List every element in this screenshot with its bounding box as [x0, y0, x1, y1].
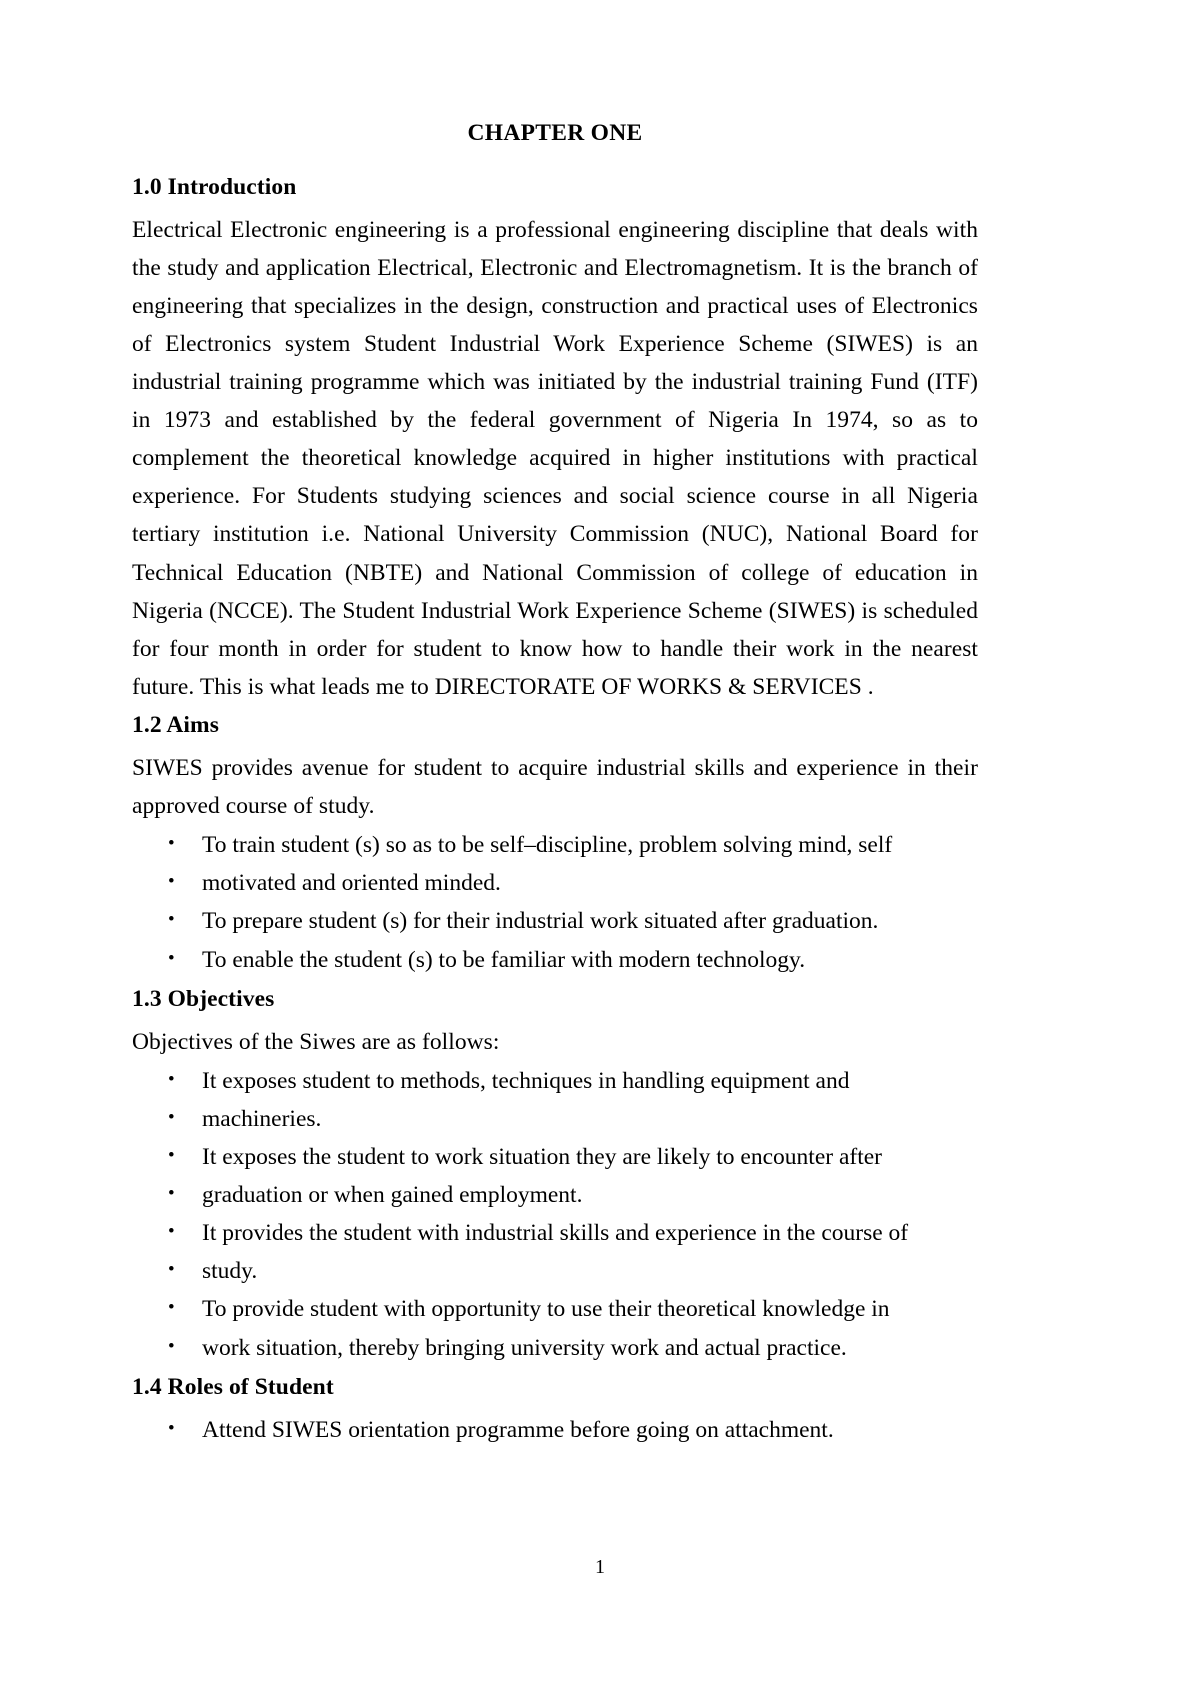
- bullet-icon: •: [168, 1335, 175, 1357]
- bullet-icon: •: [168, 1069, 175, 1091]
- list-item: [132, 1252, 978, 1290]
- list-item-label: motivated and oriented minded.: [202, 870, 501, 897]
- bullet-icon: •: [168, 1183, 175, 1205]
- aims-bullet-list: [132, 826, 978, 978]
- list-item-label: graduation or when gained employment.: [202, 1182, 583, 1209]
- list-item: [132, 1138, 978, 1176]
- bullet-icon: •: [168, 947, 175, 969]
- section-paragraph: Objectives of the Siwes are as follows:: [132, 1029, 500, 1055]
- page-title: CHAPTER ONE: [467, 120, 643, 146]
- bullet-icon: •: [168, 1221, 175, 1243]
- list-item: [132, 941, 978, 979]
- bullet-icon: •: [168, 1145, 175, 1167]
- list-item-label: machineries.: [202, 1106, 322, 1133]
- section-paragraph: Electrical Electronic engineering is a professional engineering discipline that deals with the study and application Electrical, Electronic and Electromagnetism. It is the branch of engineering that specializes in the design, construction and practical uses of Electronics of Electronics system Student Industrial Work Experience Scheme (SIWES) is an industrial training programme which was initiated by the industrial training Fund (ITF) in 1973 and established by the federal government of Nigeria In 1974, so as to complement the theoretical knowledge acquired in higher institutions with practical experience. For Students studying sciences and social science course in all Nigeria tertiary institution i.e. National University Commission (NUC), National Board for Technical Education (NBTE) and National Commission of college of education in Nigeria (NCCE). The Student Industrial Work Experience Scheme (SIWES) is scheduled for four month in order for student to know how to handle their work in the nearest future. This is what leads me to DIRECTORATE OF WORKS & SERVICES .: [132, 216, 978, 700]
- list-item: [132, 826, 978, 864]
- list-item-label: To prepare student (s) for their industrial work situated after graduation.: [202, 908, 879, 935]
- section-paragraph: SIWES provides avenue for student to acquire industrial skills and experience in their approved course of study.: [132, 755, 978, 820]
- list-item: [132, 1329, 978, 1367]
- section-heading: 1.3 Objectives: [132, 985, 275, 1012]
- section-heading: 1.4 Roles of Student: [132, 1373, 334, 1400]
- list-item: [132, 1214, 978, 1252]
- list-item: [132, 1100, 978, 1138]
- list-item-label: It exposes the student to work situation they are likely to encounter after: [202, 1144, 882, 1171]
- list-item-label: To train student (s) so as to be self–discipline, problem solving mind, self: [202, 832, 893, 859]
- roles-bullet-list: [132, 1411, 978, 1449]
- list-item-label: It provides the student with industrial skills and experience in the course of: [202, 1220, 909, 1247]
- section-roles-of-student: [132, 1369, 978, 1449]
- bullet-icon: •: [168, 871, 175, 893]
- bullet-icon: •: [168, 1417, 175, 1439]
- bullet-icon: •: [168, 1297, 175, 1319]
- list-item-label: work situation, thereby bringing university work and actual practice.: [202, 1334, 847, 1361]
- section-aims: [132, 707, 978, 979]
- list-item: [132, 1176, 978, 1214]
- list-item-label: It exposes student to methods, techniques in handling equipment and: [202, 1068, 850, 1095]
- section-objectives: [132, 981, 978, 1367]
- bullet-icon: •: [168, 833, 175, 855]
- document-body: [132, 118, 978, 1451]
- list-item-label: To enable the student (s) to be familiar with modern technology.: [202, 946, 806, 973]
- section-heading: 1.2 Aims: [132, 711, 219, 738]
- objectives-bullet-list: [132, 1062, 978, 1367]
- bullet-icon: •: [168, 909, 175, 931]
- bullet-icon: •: [168, 1259, 175, 1281]
- list-item: [132, 1062, 978, 1100]
- list-item-label: Attend SIWES orientation programme before going on attachment.: [202, 1416, 834, 1443]
- section-heading: 1.0 Introduction: [132, 173, 297, 200]
- list-item: [132, 1290, 978, 1328]
- bullet-icon: •: [168, 1107, 175, 1129]
- list-item: [132, 1411, 978, 1449]
- list-item-label: To provide student with opportunity to use their theoretical knowledge in: [202, 1296, 890, 1323]
- list-item: [132, 864, 978, 902]
- page-number: 1: [595, 1556, 605, 1578]
- section-introduction: [132, 169, 978, 706]
- list-item-label: study.: [202, 1258, 258, 1285]
- list-item: [132, 902, 978, 940]
